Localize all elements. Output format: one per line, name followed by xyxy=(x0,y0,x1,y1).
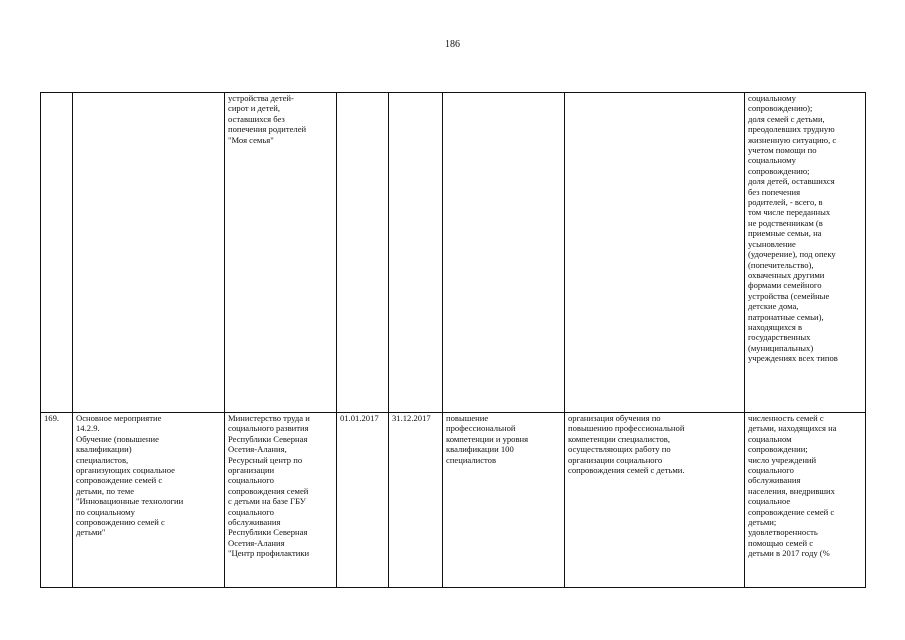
text-line: без попечения xyxy=(748,186,801,197)
text-line: Основное мероприятие xyxy=(76,413,162,423)
text-line: оставшихся без xyxy=(228,113,285,124)
row-number-cell xyxy=(41,93,73,413)
expected-result-cell xyxy=(443,93,565,413)
expected-result-cell xyxy=(443,413,565,588)
text-line: усыновление xyxy=(748,238,796,249)
text-line: сопровождение семей с xyxy=(76,475,163,486)
text-line: социальном xyxy=(748,433,792,444)
measure-name-cell xyxy=(73,93,225,413)
text-line: специалистов, xyxy=(76,454,129,465)
text-line: 14.2.9. xyxy=(76,423,100,434)
text-line: профессиональной xyxy=(446,423,516,434)
text-line: сопровождению; xyxy=(748,165,810,176)
text-line: социальное xyxy=(748,496,791,507)
text-line: (муниципальных) xyxy=(748,342,814,353)
text-line: сопровождению семей с xyxy=(76,517,165,528)
text-line: Обучение (повышение xyxy=(76,433,159,444)
text-line: Осетия-Алания xyxy=(228,537,285,548)
text-line: сопровождение семей с xyxy=(748,506,835,517)
text-line: детьми" xyxy=(76,527,106,538)
text-line: численность семей с xyxy=(748,413,824,423)
text-line: осуществляющих работу по xyxy=(568,444,671,455)
text-line: формами семейного xyxy=(748,280,822,291)
text-line: обслуживания xyxy=(228,517,281,528)
table-body xyxy=(41,93,866,588)
text-line: компетенции специалистов, xyxy=(568,433,670,444)
text-line: квалификации 100 xyxy=(446,444,514,455)
page-number: 186 xyxy=(445,39,460,50)
text-line: учреждениях всех типов xyxy=(748,353,838,364)
row-number-cell xyxy=(41,413,73,588)
end-date-cell xyxy=(389,93,443,413)
executor-cell xyxy=(225,93,337,413)
text-line: детские дома, xyxy=(748,301,799,312)
indicators-cell xyxy=(745,413,866,588)
text-line: сопровождения семей с детьми. xyxy=(568,465,685,476)
text-line: "Моя семья" xyxy=(228,134,274,145)
table-row xyxy=(41,413,866,588)
text-line: социального xyxy=(228,475,274,486)
text-line: находящихся в xyxy=(748,321,802,332)
text-line: детьми в 2017 году (% xyxy=(748,548,830,559)
text-line: по социальному xyxy=(76,506,135,517)
cell-text: 169. xyxy=(44,413,60,423)
text-line: не родственникам (в xyxy=(748,217,823,228)
text-line: повышению профессиональной xyxy=(568,423,685,434)
text-line: населения, внедривших xyxy=(748,485,835,496)
text-line: организации xyxy=(228,465,275,476)
text-line: компетенции и уровня xyxy=(446,433,529,444)
text-line: устройства детей- xyxy=(228,93,294,103)
text-line: учетом помощи по xyxy=(748,145,817,156)
text-line: социального xyxy=(748,465,794,476)
text-line: детьми, находящихся на xyxy=(748,423,837,434)
cell-text: 01.01.2017 xyxy=(340,413,379,423)
text-line: организующих социальное xyxy=(76,465,175,476)
description-cell xyxy=(565,93,745,413)
text-line: родителей, - всего, в xyxy=(748,197,823,208)
text-line: сопровождению); xyxy=(748,103,813,114)
measure-name-cell xyxy=(73,413,225,588)
indicators-cell xyxy=(745,93,866,413)
text-line: социальному xyxy=(748,93,796,103)
text-line: Министерство труда и xyxy=(228,413,310,423)
text-line: "Инновационные технологии xyxy=(76,496,184,507)
text-line: "Центр профилактики xyxy=(228,548,310,559)
text-line: жизненную ситуацию, с xyxy=(748,134,837,145)
text-line: приемные семьи, на xyxy=(748,228,822,239)
start-date-cell xyxy=(337,413,389,588)
text-line: (попечительство), xyxy=(748,259,814,270)
text-line: сопровождения семей xyxy=(228,485,309,496)
text-line: охваченных другими xyxy=(748,269,825,280)
text-line: сирот и детей, xyxy=(228,103,281,114)
text-line: социального развития xyxy=(228,423,309,434)
text-line: доля детей, оставшихся xyxy=(748,176,835,187)
text-line: Республики Северная xyxy=(228,433,308,444)
text-line: число учреждений xyxy=(748,454,817,465)
text-line: с детьми на базе ГБУ xyxy=(228,496,306,507)
text-line: детьми, по теме xyxy=(76,485,135,496)
text-line: устройства (семейные xyxy=(748,290,830,301)
text-line: сопровождении; xyxy=(748,444,808,455)
text-line: доля семей с детьми, xyxy=(748,113,825,124)
text-line: попечения родителей xyxy=(228,124,307,135)
program-table xyxy=(40,92,866,588)
text-line: социальному xyxy=(748,155,796,166)
text-line: квалификации) xyxy=(76,444,132,455)
text-line: детьми; xyxy=(748,517,777,528)
description-cell xyxy=(565,413,745,588)
end-date-cell xyxy=(389,413,443,588)
start-date-cell xyxy=(337,93,389,413)
text-line: Ресурсный центр по xyxy=(228,454,303,465)
text-line: государственных xyxy=(748,332,811,343)
executor-cell xyxy=(225,413,337,588)
text-line: том числе переданных xyxy=(748,207,831,218)
text-line: повышение xyxy=(446,413,489,423)
text-line: организации социального xyxy=(568,454,663,465)
text-line: помощью семей с xyxy=(748,537,814,548)
text-line: специалистов xyxy=(446,454,497,465)
text-line: преодолевших трудную xyxy=(748,124,835,135)
text-line: Республики Северная xyxy=(228,527,308,538)
table-row xyxy=(41,93,866,413)
text-line: удовлетворенность xyxy=(748,527,818,538)
text-line: (удочерение), под опеку xyxy=(748,249,836,260)
text-line: обслуживания xyxy=(748,475,801,486)
cell-text: 31.12.2017 xyxy=(392,413,431,423)
text-line: патронатные семьи), xyxy=(748,311,824,322)
text-line: социального xyxy=(228,506,274,517)
text-line: Осетия-Алания, xyxy=(228,444,287,455)
text-line: организация обучения по xyxy=(568,413,661,423)
